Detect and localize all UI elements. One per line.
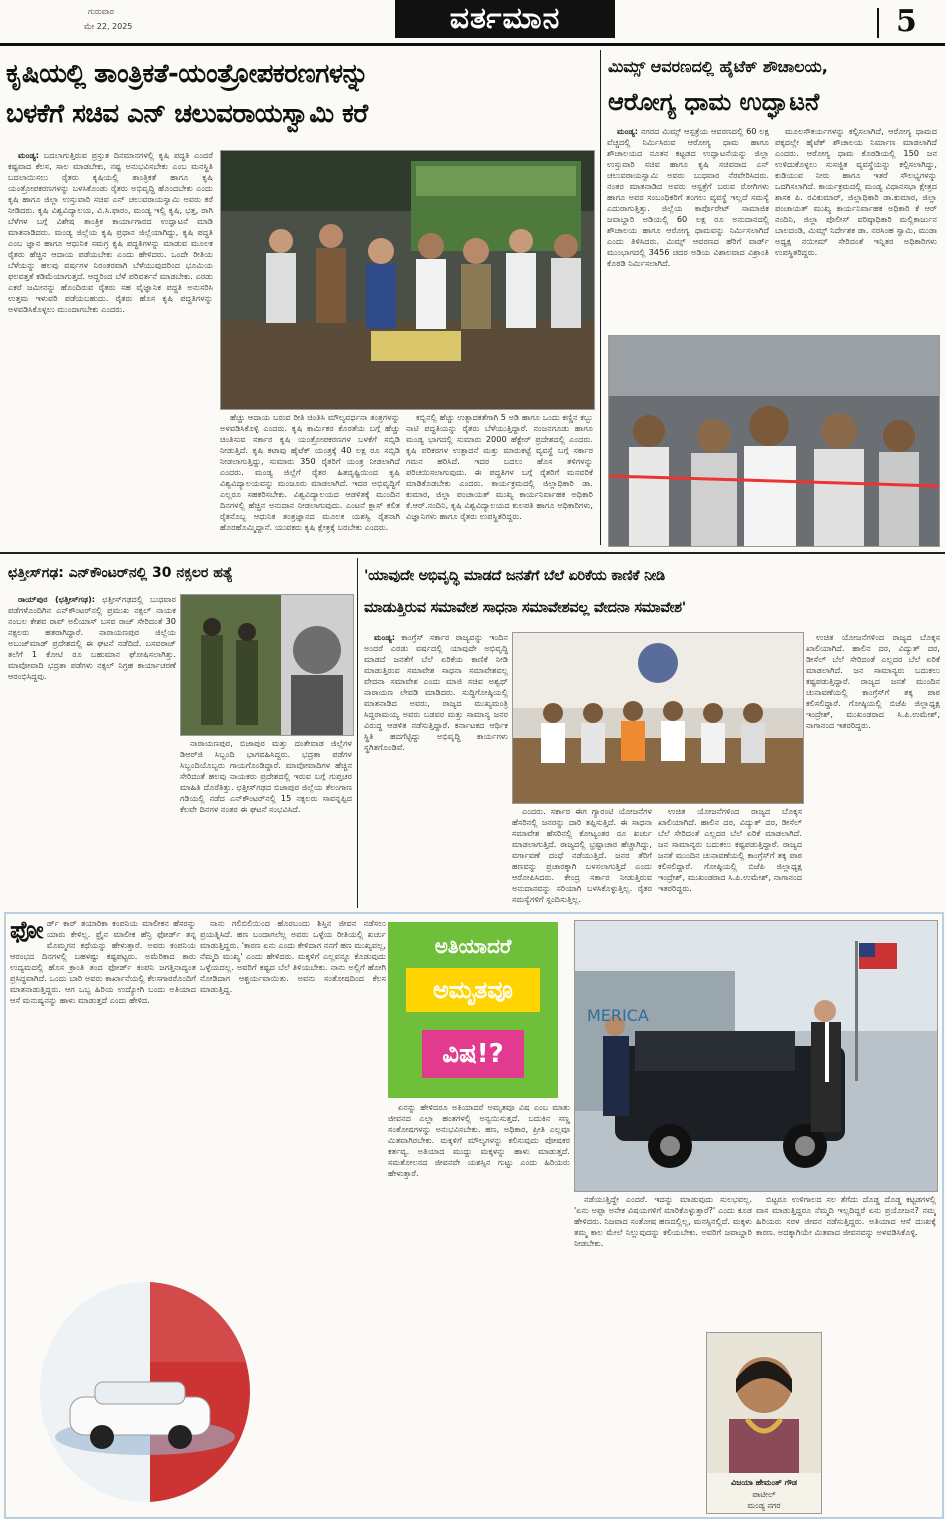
column-title-box	[388, 922, 558, 1098]
column-title-line2	[406, 968, 540, 1012]
masthead-title-text: ವರ್ತಮಾನ	[449, 1, 561, 36]
story1-photo	[220, 150, 595, 410]
page-number: 5	[896, 4, 917, 39]
story4-column-3	[658, 806, 802, 907]
column-title-line3	[422, 1030, 524, 1078]
story4-col3-text: ಉಚಿತ ಯೋಜನೆಗಳಿಂದ ರಾಜ್ಯದ ಬೊಕ್ಕಸ ಖಾಲಿಯಾಗಿದೆ. ಹಾಲಿನ ದರ, ವಿದ್ಯುತ್ ದರ, ಡೀಸೆಲ್ ಬೆಲೆ ಸೇರಿದಂತೆ ಎಲ್ಲದರ ಬೆಲೆ ಏರಿಕೆ ಮಾಡಲಾಗಿದೆ. ಜನ ಸಾಮಾನ್ಯರು ಬದುಕಲು ಕಷ್ಟಪಡುತ್ತಿದ್ದಾರೆ. ರಾಜ್ಯದ ಜನತೆ ಮುಂದಿನ ಚುನಾವಣೆಯಲ್ಲಿ ಕಾಂಗ್ರೆಸ್‌ಗೆ ತಕ್ಕ ಪಾಠ ಕಲಿಸಲಿದ್ದಾರೆ. ಗೋಷ್ಠಿಯಲ್ಲಿ ಬಿಜೆಪಿ ಜಿಲ್ಲಾಧ್ಯಕ್ಷ ಇಂದ್ರೇಶ್, ಮುಖಂಡರಾದ ಸಿ.ಪಿ.ಉಮೇಶ್, ನಾಗಾನಂದ ಇತರರಿದ್ದರು.	[658, 806, 802, 893]
story4-headline	[364, 560, 940, 626]
masthead-date: ಮೇ 22, 2025	[84, 22, 133, 31]
story2-headline	[608, 52, 940, 122]
story1-col2-text: ಹೆಚ್ಚು ಆದಾಯ ಬರುವ ರೀತಿ ಚಿಂತಿಸಿ ಮೌಲ್ಯವರ್ಧನಾ ತಂತ್ರಗಳನ್ನು ಅಳವಡಿಸಿಕೊಳ್ಳಿ ಎಂದರು. ಕೃಷಿ ಕಾರ್ಮಿಕರ ಕೊರತೆಯ ಬಗ್ಗೆ ಹೆಚ್ಚು ಚಿಂತಿಸುವ ಸರ್ಕಾರ ಕೃಷಿ ಯಂತ್ರೋಪಕರಣಗಳ ಬಳಕೆಗೆ ಸಬ್ಸಿಡಿ ನೀಡುತ್ತಿದೆ. ಕೃಷಿ ಕಟಾವು ಹೈಟೆಕ್ ಯಂತ್ರಕ್ಕೆ 40 ಲಕ್ಷ ರೂ ಸಬ್ಸಿಡಿ ನೀಡಲಾಗುತ್ತಿದ್ದು, ಸುಮಾರು 350 ರೈತರಿಗೆ ಯಂತ್ರ ನೀಡಲಾಗಿದೆ ಎಂದರು. ಮಂಡ್ಯ ಜಿಲ್ಲೆಗೆ ರೈತರ ಹಿತದೃಷ್ಟಿಯಿಂದ ಕೃಷಿ ವಿಶ್ವವಿದ್ಯಾಲಯವನ್ನು ಮಂಜೂರು ಮಾಡಲಾಗಿದೆ. ಇದರ ಅಭಿವೃದ್ಧಿಗೆ ಎಲ್ಲರೂ ಸಹಕರಿಸಬೇಕು. ವಿಶ್ವವಿದ್ಯಾಲಯದ ಆಡಳಿತಕ್ಕೆ ಮುಂದಿನ ದಿನಗಳಲ್ಲಿ ಹೆಚ್ಚಿನ ಅನುದಾನ ನೀಡಲಾಗುವುದು. ಎಂಟನೆ ಕ್ಲಾಸ್ ಕಲಿತ ರೈತನೊಬ್ಬ ಆಧುನಿಕ ತಂತ್ರಜ್ಞಾನದ ಮೂಲಕ ಯಶಸ್ವಿ ರೈತನಾಗಿ ಹೊರಹೊಮ್ಮಿದ್ದಾನೆ. ಯುವಕರು ಕೃಷಿ ಕ್ಷೇತ್ರಕ್ಕೆ ಬರಬೇಕು ಎಂದರು.	[220, 412, 400, 532]
story4-dateline: ಮಂಡ್ಯ:	[374, 632, 396, 642]
story2-col2-text: ಮೂಲಸೌಕರ್ಯಗಳನ್ನು ಕಲ್ಪಿಸಲಾಗಿದೆ, ಆರೋಗ್ಯ ಧಾಮದ ಪಕ್ಕದಲ್ಲೇ ಹೈಟೆಕ್ ಶೌಚಾಲಯ ನಿರ್ಮಾಣ ಮಾಡಲಾಗಿದೆ ಎಂದರು. ಆರೋಗ್ಯ ಧಾಮ ಕೊಠಡಿಯಲ್ಲಿ 150 ಜನ ಉಳಿದುಕೊಳ್ಳಲು ಸುಸಜ್ಜಿತ ವ್ಯವಸ್ಥೆಯನ್ನು ಕಲ್ಪಿಸಲಾಗಿದ್ದು, ಕುಡಿಯುವ ನೀರು ಹಾಗೂ ಇತರೆ ಸೌಲಭ್ಯಗಳನ್ನು ಒದಗಿಸಲಾಗಿದೆ. ಕಾರ್ಯಕ್ರಮದಲ್ಲಿ ಮಂಡ್ಯ ವಿಧಾನಸಭಾ ಕ್ಷೇತ್ರದ ಶಾಸಕ ಪಿ. ರವಿಕುಮಾರ್, ಜಿಲ್ಲಾಧಿಕಾರಿ ಡಾ.ಕುಮಾರ, ಜಿಲ್ಲಾ ಪಂಚಾಯತ್ ಮುಖ್ಯ ಕಾರ್ಯನಿರ್ವಾಹಕ ಅಧಿಕಾರಿ ಕೆ ಆರ್ ನಂದಿನಿ, ಜಿಲ್ಲಾ ಪೊಲೀಸ್ ವರಿಷ್ಠಾಧಿಕಾರಿ ಮಲ್ಲಿಕಾರ್ಜುನ ಬಾಲದಂಡಿ, ಮಿಮ್ಸ್ ನಿರ್ದೇಶಕ ಡಾ. ನರಸಿಂಹ ಸ್ವಾಮಿ, ಮುಡಾ ಅಧ್ಯಕ್ಷ ನಯೀಮ್ ಸೇರಿದಂತೆ ಇನ್ನಿತರ ಅಧಿಕಾರಿಗಳು ಉಪಸ್ಥಿತರಿದ್ದರು.	[775, 126, 937, 257]
masthead-page-divider	[877, 8, 879, 38]
story1-headline	[6, 54, 598, 142]
story1-col3-text: ಕಬ್ಬಿನಲ್ಲಿ ಹೆಚ್ಚು ಉತ್ಪಾದಕತೆಗಾಗಿ 5 ಅಡಿ ಹಾಗೂ ಒಂದು ಕಣ್ಣಿನ ಕಬ್ಬು ನಾಟಿ ಪದ್ಧತಿಯನ್ನು ರೈತರು ಬೆಳೆಯುತ್ತಿದ್ದಾರೆ. ನಂಜನಗೂಡು ಹಾಗೂ ಮಂಡ್ಯ ಭಾಗದಲ್ಲಿ ಸುಮಾರು 2000 ಹೆಕ್ಟೇರ್ ಪ್ರದೇಶದಲ್ಲಿ ಎಂದರು. ಕೃಷಿ ಪರಿಕರಗಳ ಉತ್ಪಾದನೆ ಮತ್ತು ಮಾರುಕಟ್ಟೆ ವ್ಯವಸ್ಥೆ ಬಗ್ಗೆ ಸರ್ಕಾರ ಗಮನ ಹರಿಸಿದೆ. ಇದರ ಬದಲು ಹೊಸ ತಳಿಗಳನ್ನು ಪರಿಚಯಿಸಲಾಗುವುದು. ಈ ಪದ್ಧತಿಗಳ ಬಗ್ಗೆ ರೈತರಿಗೆ ಮನವರಿಕೆ ಮಾಡಿಕೊಡಬೇಕು ಎಂದರು. ಕಾರ್ಯಕ್ರಮದಲ್ಲಿ ಜಿಲ್ಲಾಧಿಕಾರಿ ಡಾ. ಕುಮಾರ, ಜಿಲ್ಲಾ ಪಂಚಾಯತ್ ಮುಖ್ಯ ಕಾರ್ಯನಿರ್ವಾಹಕ ಅಧಿಕಾರಿ ಕೆ.ಆರ್.ನಂದಿನಿ, ಕೃಷಿ ವಿಶ್ವವಿದ್ಯಾಲಯದ ಕುಲಪತಿ ಹಾಗೂ ಅಧಿಕಾರಿಗಳು, ವಿಜ್ಞಾನಿಗಳು ಹಾಗೂ ರೈತರು ಉಪಸ್ಥಿತರಿದ್ದರು.	[406, 412, 593, 521]
story2-photo	[608, 335, 940, 547]
column-dropcap: ಫೋ	[10, 918, 44, 944]
author-role: ಮಂಡ್ಯ ನಗರ	[747, 1501, 781, 1510]
column-title-line1: ಅತಿಯಾದರೆ	[434, 934, 512, 958]
story4-col2-text: ಎಂದರು. ಸರ್ಕಾರ ಈಗ ಗ್ಯಾರಂಟಿ ಯೋಜನೆಗಳ ಹೆಸರಿನಲ್ಲಿ ಜನರನ್ನು ದಾರಿ ತಪ್ಪಿಸುತ್ತಿದೆ. ಈ ಸಾಧನಾ ಸಮಾವೇಶ ಹೆಸರಿನಲ್ಲಿ ಕೋಟ್ಯಂತರ ರೂ ಖರ್ಚು ಮಾಡಲಾಗುತ್ತಿದೆ. ರಾಜ್ಯದಲ್ಲಿ ಭ್ರಷ್ಟಾಚಾರ ಹೆಚ್ಚಾಗಿದ್ದು, ವರ್ಗಾವಣೆ ದಂಧೆ ನಡೆಯುತ್ತಿದೆ. ಜನರ ತೆರಿಗೆ ಹಣವನ್ನು ಪ್ರಚಾರಕ್ಕಾಗಿ ಬಳಸಲಾಗುತ್ತಿದೆ ಎಂದು ಆರೋಪಿಸಿದರು. ಕೇಂದ್ರ ಸರ್ಕಾರ ನೀಡುತ್ತಿರುವ ಅನುದಾನವನ್ನು ಸರಿಯಾಗಿ ಬಳಸಿಕೊಳ್ಳುತ್ತಿಲ್ಲ. ರೈತರ ಸಮಸ್ಯೆಗಳಿಗೆ ಸ್ಪಂದಿಸುತ್ತಿಲ್ಲ.	[512, 806, 652, 904]
column-col1-text: ರ್ಡ್ ಕಾರ್ ತಯಾರಿಕಾ ಕಂಪನಿಯ ಮಾಲೀಕನ ಹೆಸರನ್ನು ಯಾರು ಕೇಳಿಲ್ಲ. ಫ್ರೈನ ಮಾಲೀಕ ಹೆನ್ರಿ ಫೋರ್ಡ್ ತನ್ನ ಮೊಮ್ಮಗನ ಕಥೆಯನ್ನು ಹೇಳುತ್ತಾರೆ. ಅವರು ಕಂಪನಿಯ ಆರಂಭದ ದಿನಗಳಲ್ಲಿ ಬಹಳಷ್ಟು ಕಷ್ಟಪಟ್ಟರು. ಅಮೆರಿಕಾದ ಕಾರು ಉದ್ಯಮದಲ್ಲಿ ಹೊಸ ಕ್ರಾಂತಿ ತಂದ ಫೋರ್ಡ್ ಕಂಪನಿ ಜಗತ್ತಿನಾದ್ಯಂತ ಪ್ರಸಿದ್ಧವಾಗಿದೆ. ಒಂದು ಬಾರಿ ಅವರು ಕಾರ್ಖಾನೆಯಲ್ಲಿ ಕೆಲಸಗಾರರೊಂದಿಗೆ ಮಾತನಾಡುತ್ತಿದ್ದರು. ಆಗ ಒಬ್ಬ ಹಿರಿಯ ಉದ್ಯೋಗಿ ಬಂದು ಅತಿಯಾದ ಆಸೆ ಮನುಷ್ಯನನ್ನು ಹಾಳು ಮಾಡುತ್ತದೆ ಎಂದು ಹೇಳಿದ.	[10, 918, 196, 1005]
story1-dateline: ಮಂಡ್ಯ:	[18, 150, 40, 160]
column-car-illustration	[40, 1282, 250, 1502]
column-photo-badge: MERICA	[587, 1006, 649, 1025]
story1-column-2	[220, 412, 400, 542]
column-title-line2-text: ಅಮೃತವೂ	[432, 976, 514, 1004]
column-col2-text: ನಾನು ಗಲಿಬಿಲಿಯಿಂದ ಹೊರಬಂದು ಶಿಸ್ತಿನ ಜೀವನ ನಡೆಸಲು ಪ್ರಯತ್ನಿಸಿದೆ. ಹಣ ಬಂದಾಗಲೆಲ್ಲ ಅವರು ಒಳ್ಳೆಯ ರೀತಿಯಲ್ಲಿ ಖರ್ಚು ಮಾಡುತ್ತಿದ್ದರು. 'ಕಾರಣ ಏನು ಎಂದು ಕೇಳಿದಾಗ ನನಗೆ ಹಣ ಮುಖ್ಯವಲ್ಲ, ನೆಮ್ಮದಿ ಮುಖ್ಯ' ಎಂದು ಹೇಳಿದರು. ಮಕ್ಕಳಿಗೆ ಎಲ್ಲವನ್ನೂ ಕೊಡುವುದು ಒಳ್ಳೆಯದಲ್ಲ. ಅವರಿಗೆ ಕಷ್ಟದ ಬೆಲೆ ತಿಳಿಯಬೇಕು. ನಾನು ಅಲ್ಲಿಗೆ ಹೋಗಿ ನೋಡಿದಾಗ ಆಶ್ಚರ್ಯವಾಯಿತು. ಅವನು ಸಂತೋಷದಿಂದ ಕೆಲಸ ಮಾಡುತ್ತಿದ್ದ.	[200, 918, 386, 994]
column-title-line3-text: ವಿಷ!?	[442, 1039, 504, 1069]
story1-headline-line2: ಬಳಕೆಗೆ ಸಚಿವ ಎನ್ ಚಲುವರಾಯಸ್ವಾಮಿ ಕರೆ	[6, 99, 368, 129]
author-name: ವಿಜಯಾ ಹೇಮಂತ್ ಗೌಡ	[730, 1478, 798, 1487]
story4-column-1	[364, 632, 508, 907]
story2-photo-image	[609, 336, 939, 546]
column-col1	[10, 918, 196, 1278]
story2-column-1	[607, 126, 769, 331]
divider-bottom-vertical	[357, 558, 358, 908]
column-col3	[388, 1102, 570, 1512]
story3-column-1	[8, 594, 176, 906]
story2-headline-line1: ಮಿಮ್ಸ್ ಆವರಣದಲ್ಲಿ ಹೈಟೆಕ್ ಶೌಚಾಲಯ,	[608, 57, 828, 76]
masthead-bar-left	[0, 43, 945, 46]
author-box	[706, 1332, 822, 1514]
column-col3-text: ಏನನ್ನು ಹೇಳಿದರೂ ಅತಿಯಾದರೆ ಅಮೃತವೂ ವಿಷ ಎಂಬ ಮಾತು ಜೀವನದ ಎಲ್ಲಾ ಹಂತಗಳಲ್ಲಿ ಅನ್ವಯಿಸುತ್ತದೆ. ಬದುಕಿನ ಸಣ್ಣ ಸಂತೋಷಗಳನ್ನು ಅನುಭವಿಸಬೇಕು. ಹಣ, ಅಧಿಕಾರ, ಪ್ರೀತಿ ಎಲ್ಲವೂ ಮಿತವಾಗಿರಬೇಕು. ಮಕ್ಕಳಿಗೆ ಮೌಲ್ಯಗಳನ್ನು ಕಲಿಸುವುದು ಪೋಷಕರ ಕರ್ತವ್ಯ. ಅತಿಯಾದ ಮುದ್ದು ಮಕ್ಕಳನ್ನು ಹಾಳು ಮಾಡುತ್ತದೆ. ಸಮತೋಲನದ ಜೀವನವೇ ಯಶಸ್ಸಿನ ಗುಟ್ಟು ಎಂದು ಹಿರಿಯರು ಹೇಳುತ್ತಾರೆ.	[388, 1102, 570, 1178]
column-car-illustration-image	[40, 1282, 250, 1502]
story2-dateline: ಮಂಡ್ಯ:	[617, 126, 639, 136]
story3-photo-image	[181, 595, 353, 735]
masthead	[0, 0, 945, 46]
story2-col1-text: ನಗರದ ಮಿಮ್ಸ್ ಆಸ್ಪತ್ರೆಯ ಆವರಣದಲ್ಲಿ 60 ಲಕ್ಷ ವೆಚ್ಚದಲ್ಲಿ ನಿರ್ಮಿಸಿರುವ ಆರೋಗ್ಯ ಧಾಮ ಹಾಗೂ ಶೌಚಾಲಯದ ನೂತನ ಕಟ್ಟಡದ ಉದ್ಘಾಟನೆಯನ್ನು ಜಿಲ್ಲಾ ಉಸ್ತುವಾರಿ ಸಚಿವ ಹಾಗೂ ಕೃಷಿ ಸಚಿವರಾದ ಎನ್ ಚಲುವರಾಯಸ್ವಾಮಿ ಅವರು ಬುಧವಾರ ನೆರವೇರಿಸಿದರು. ನಂತರ ಮಾತನಾಡಿದ ಅವರು ಆಸ್ಪತ್ರೆಗೆ ಬರುವ ರೋಗಿಗಳು ಹಾಗೂ ಅವರ ಸಂಬಂಧಿಕರಿಗೆ ತಂಗಲು ವ್ಯವಸ್ಥೆ ಇಲ್ಲದೆ ಸಮಸ್ಯೆ ಎದುರಾಗುತ್ತಿತ್ತು. ಜಿಲ್ಲೆಯ ಕಾರ್ಪೊರೇಟ್ ಸಾಮಾಜಿಕ ಜವಾಬ್ದಾರಿ ಅಡಿಯಲ್ಲಿ 60 ಲಕ್ಷ ರೂ ಅನುದಾನದಲ್ಲಿ ಶೌಚಾಲಯ ಹಾಗೂ ಆರೋಗ್ಯ ಧಾಮವನ್ನು ನಿರ್ಮಿಸಲಾಗಿದೆ ಎಂದು ತಿಳಿಸಿದರು. ಮಿಮ್ಸ್ ಆವರಣದ ಹೆರಿಗೆ ವಾರ್ಡ್ ಮುಂಭಾಗದಲ್ಲಿ 3456 ಚದರ ಅಡಿಯ ವಿಶಾಲವಾದ ವಿಶ್ರಾಂತಿ ಕೊಠಡಿ ನಿರ್ಮಿಸಲಾಗಿದೆ.	[607, 126, 769, 268]
column-col4-text: ನಡೆಯುತ್ತಿದ್ದೇ ಎಂದರೆ. ಇದನ್ನು ಮಾಡುವುದು ಸುಲಭವಲ್ಲ. 'ಏನು ಅಪ್ಪಾ ಅನೇಕ ವಿಷಯಗಳಿಗೆ ಮಾರಿಕೊಳ್ಳುತ್ತಾರೆ?' ಎಂದು ಕೂಡ ಹೇಳಿದರು. ನಿಜವಾದ ಸಂತೋಷ ಹಣದಲ್ಲಿಲ್ಲ, ಮನಸ್ಸಿನಲ್ಲಿದೆ. ಮಕ್ಕಳು ತಮ್ಮ ಕಾಲ ಮೇಲೆ ನಿಲ್ಲುವುದನ್ನು ಕಲಿಯಬೇಕು. ಅವರಿಗೆ ಜವಾಬ್ದಾರಿ ನೀಡಬೇಕು.	[574, 1194, 752, 1248]
column-photo-ford	[574, 920, 938, 1192]
author-photo	[707, 1333, 821, 1473]
story2-column-2	[775, 126, 937, 331]
masthead-day: ಗುರುವಾರ	[88, 7, 114, 16]
divider-middle-horizontal	[0, 552, 945, 554]
author-town: ಪಾಟೀಲ್	[752, 1490, 776, 1499]
story3-photo	[180, 594, 354, 736]
column-col5-text: ಬಿಟ್ಟರೂ ಉಳಿಗಾಲದ ಸಲ ತೆಗೆದು ದೊಡ್ಡ ದೊಡ್ಡ ಕಟ್ಟಡಗಳಲ್ಲಿ ವಾಸ ಮಾಡುತ್ತಿದ್ದರೂ ನೆಮ್ಮದಿ ಇಲ್ಲದಿದ್ದರೆ ಏನು ಪ್ರಯೋಜನ? ನಮ್ಮ ಹಿರಿಯರು ಸರಳ ಜೀವನ ನಡೆಸುತ್ತಿದ್ದರು. ಅತಿಯಾದ ಆಸೆ ದುಃಖಕ್ಕೆ ಕಾರಣ. ಅದಕ್ಕಾಗಿಯೇ ಮಿತವಾದ ಜೀವನವನ್ನು ಅಳವಡಿಸಿಕೊಳ್ಳಿ.	[756, 1194, 936, 1237]
story1-column-3	[406, 412, 593, 542]
story3-headline: ಛತ್ತೀಸ್‌ಗಢ: ಎನ್‌ಕೌಂಟರ್‌ನಲ್ಲಿ 30 ನಕ್ಸಲರ ಹತ್ಯೆ	[8, 565, 233, 581]
masthead-title	[395, 0, 615, 38]
story3-column-2	[180, 738, 352, 906]
story4-col1-text: ಕಾಂಗ್ರೆಸ್ ಸರ್ಕಾರ ರಾಜ್ಯವನ್ನು ಇಂದಿನ ಅಂದರೆ ಎರಡು ವರ್ಷದಲ್ಲಿ ಯಾವುದೇ ಅಭಿವೃದ್ಧಿ ಮಾಡದೆ ಜನತೆಗೆ ಬೆಲೆ ಏರಿಕೆಯ ಕಾಣಿಕೆ ನೀಡಿ ಮಾಡುತ್ತಿರುವ ಸಮಾವೇಶ ಸಾಧನಾ ಸಮಾವೇಶವಲ್ಲ ವೇದನಾ ಸಮಾವೇಶ ಎಂದು ಮಾಜಿ ಸಚಿವ ಅಶ್ವಥ್ ನಾರಾಯಣ ಲೇವಡಿ ಮಾಡಿದರು. ಸುದ್ದಿಗೋಷ್ಠಿಯಲ್ಲಿ ಮಾತನಾಡಿದ ಅವರು, ರಾಜ್ಯದ ಮುಖ್ಯಮಂತ್ರಿ ಸಿದ್ದರಾಮಯ್ಯ ಅವರು ಬಡವರ ಮತ್ತು ಸಾಮಾನ್ಯ ಜನರ ವಿರುದ್ಧ ಆಡಳಿತ ನಡೆಸುತ್ತಿದ್ದಾರೆ. ಕರ್ನಾಟಕದ ಆರ್ಥಿಕ ಸ್ಥಿತಿ ಹದಗೆಟ್ಟಿದ್ದು ಅಭಿವೃದ್ಧಿ ಕಾರ್ಯಗಳು ಸ್ಥಗಿತಗೊಂಡಿವೆ.	[364, 632, 508, 752]
story4-col3-text-dup: ಉಚಿತ ಯೋಜನೆಗಳಿಂದ ರಾಜ್ಯದ ಬೊಕ್ಕಸ ಖಾಲಿಯಾಗಿದೆ. ಹಾಲಿನ ದರ, ವಿದ್ಯುತ್ ದರ, ಡೀಸೆಲ್ ಬೆಲೆ ಸೇರಿದಂತೆ ಎಲ್ಲದರ ಬೆಲೆ ಏರಿಕೆ ಮಾಡಲಾಗಿದೆ. ಜನ ಸಾಮಾನ್ಯರು ಬದುಕಲು ಕಷ್ಟಪಡುತ್ತಿದ್ದಾರೆ. ರಾಜ್ಯದ ಜನತೆ ಮುಂದಿನ ಚುನಾವಣೆಯಲ್ಲಿ ಕಾಂಗ್ರೆಸ್‌ಗೆ ತಕ್ಕ ಪಾಠ ಕಲಿಸಲಿದ್ದಾರೆ. ಗೋಷ್ಠಿಯಲ್ಲಿ ಬಿಜೆಪಿ ಜಿಲ್ಲಾಧ್ಯಕ್ಷ ಇಂದ್ರೇಶ್, ಮುಖಂಡರಾದ ಸಿ.ಪಿ.ಉಮೇಶ್, ನಾಗಾನಂದ ಇತರರಿದ್ದರು.	[806, 632, 940, 730]
story3-col1-text: ಛತ್ತೀಸ್‌ಗಢದಲ್ಲಿ ಬುಧವಾರ ಪಡೆಗಳೊಂದಿಗಿನ ಎನ್‌ಕೌಂಟರ್‌ನಲ್ಲಿ ಪ್ರಮುಖ ನಕ್ಸಲ್ ನಾಯಕ ನಂಬಲ ಕೇಶವ ರಾವ್ ಅಲಿಯಾಸ್ ಬಸವ ರಾಜ್ ಸೇರಿದಂತೆ 30 ನಕ್ಸಲರು ಹತರಾಗಿದ್ದಾರೆ. ನಾರಾಯಣಪುರ ಜಿಲ್ಲೆಯ ಅಬುಜ್‌ಮಾಡ್ ಪ್ರದೇಶದಲ್ಲಿ ಈ ಘಟನೆ ನಡೆದಿದೆ. ಬಸವರಾಜ್ ತಲೆಗೆ 1 ಕೋಟಿ ರೂ ಬಹುಮಾನ ಘೋಷಿಸಲಾಗಿತ್ತು. ಮಾವೋವಾದಿ ಭದ್ರತಾ ಪಡೆಗಳು ನಕ್ಸಲ್ ನಿಗ್ರಹ ಕಾರ್ಯಾಚರಣೆ ಆರಂಭಿಸಿದ್ದವು.	[8, 594, 176, 681]
story1-col1-text: ಬದಲಾಗುತ್ತಿರುವ ಪ್ರಸ್ತುತ ದಿನಮಾನಗಳಲ್ಲಿ ಕೃಷಿ ಪದ್ಧತಿ ಎಂದರೆ ಕಷ್ಟವಾದ ಕೆಲಸ, ಸಾಲ ಮಾಡಬೇಕು, ನಷ್ಟ ಅನುಭವಿಸಬೇಕು ಎಂಬ ಮನಸ್ಥಿತಿ ಬದಲಾಯಿಸಲು ರೈತರು ಕೃಷಿಯಲ್ಲಿ ತಾಂತ್ರಿಕತೆ ಹಾಗೂ ಕೃಷಿ ಯಂತ್ರೋಪಕರಣಗಳನ್ನು ಬಳಸಿಕೊಂಡು ರೈತರು ಅಭಿವೃದ್ಧಿ ಹೊಂದಬೇಕು ಎಂದು ಕೃಷಿ ಹಾಗೂ ಜಿಲ್ಲಾ ಉಸ್ತುವಾರಿ ಸಚಿವ ಎನ್ ಚಲುವರಾಯಸ್ವಾಮಿ ಅವರು ಕರೆ ನೀಡಿದರು. ಕೃಷಿ ವಿಶ್ವವಿದ್ಯಾಲಯ, ವಿ.ಸಿ.ಫಾರಂ, ಮಂಡ್ಯ ಇಲ್ಲಿ ಕೃಷಿ, ಭತ್ತ, ರಾಗಿ ಬೆಳೆಗಳ ಬಗ್ಗೆ ವಿಶೇಷ ತಾಂತ್ರಿಕ ಕಾರ್ಯಾಗಾರದ ಉದ್ಘಾಟನೆ ಮಾಡಿ ಮಾತನಾಡಿದರು. ಮಂಡ್ಯ ಜಿಲ್ಲೆಯ ಕೃಷಿ ಪ್ರಧಾನ ಜಿಲ್ಲೆಯಾಗಿದ್ದು, ಕೃಷಿ ಪದ್ಧತಿ ಎಂಬ ಜ್ಞಾನ ಹಾಗೂ ಆಧುನಿಕ ಸಮಗ್ರ ಕೃಷಿ ಪದ್ಧತಿಗಳನ್ನು ಮಾಡುವ ಮೂಲಕ ರೈತರು ಹೆಚ್ಚಿನ ಆದಾಯ ಪಡೆಯಬೇಕು ಎಂದು ಹೇಳಿದರು. ಒಂದೇ ರೀತಿಯ ಬೆಳೆಯನ್ನು ಹಲವು ವರ್ಷಗಳ ನಿರಂತರವಾಗಿ ಬೆಳೆಯುವುದರಿಂದ ಭೂಮಿಯ ಫಲವತ್ತತೆ ಕಡಿಮೆಯಾಗುತ್ತದೆ. ಆದ್ದರಿಂದ ಬೆಳೆ ಪರಿವರ್ತನೆ ಮಾಡಬೇಕು. ಎರಡು ಎಕರೆ ಜಮೀನನ್ನು ಹೊಂದಿರುವ ರೈತರು ಸಹ ವೈಜ್ಞಾನಿಕ ಪದ್ಧತಿ ಅನುಸರಿಸಿ ಉತ್ತಮ ಇಳುವರಿ ಪಡೆಯಬಹುದು. ರೈತರು ಹೊಸ ಕೃಷಿ ಪದ್ಧತಿಗಳನ್ನು ಅಳವಡಿಸಿಕೊಳ್ಳಲು ಮುಂದಾಗಬೇಕು ಎಂದರು.	[8, 150, 213, 314]
divider-top-vertical	[600, 50, 601, 545]
story2-headline-line2: ಆರೋಗ್ಯ ಧಾಮ ಉದ್ಘಾಟನೆ	[608, 88, 820, 116]
story4-photo-image	[513, 633, 803, 803]
story1-headline-line1: ಕೃಷಿಯಲ್ಲಿ ತಾಂತ್ರಿಕತೆ-ಯಂತ್ರೋಪಕರಣಗಳನ್ನು	[6, 59, 369, 89]
story3-col2-text: ನಾರಾಯಣಪುರ, ಬಿಜಾಪುರ ಮತ್ತು ದಂತೇವಾಡ ಜಿಲ್ಲೆಗಳ ಡಿಆರ್‌ಜಿ ಸಿಬ್ಬಂದಿ ಭಾಗವಹಿಸಿದ್ದರು. ಭದ್ರತಾ ಪಡೆಗಳ ಸಿಬ್ಬಂದಿಯೊಬ್ಬರು ಗಾಯಗೊಂಡಿದ್ದಾರೆ. ಮಾವೋವಾದಿಗಳ ಹೆಚ್ಚಿನ ಸೇರಿದಂತೆ ಹಲವು ನಾಯಕರು ಪ್ರದೇಶದಲ್ಲಿ ಇರುವ ಬಗ್ಗೆ ಗುಪ್ತಚರ ಮಾಹಿತಿ ದೊರೆತಿತ್ತು. ಛತ್ತೀಸ್‌ಗಢದ ಬಿಜಾಪುರ ಜಿಲ್ಲೆಯ ತೆಲಂಗಾಣ ಗಡಿಯಲ್ಲಿ ನಡೆದ ಎನ್‌ಕೌಂಟರ್‌ನಲ್ಲಿ 15 ನಕ್ಸಲರು ಸಾವನ್ನಪ್ಪಿದ ಕೆಲವೇ ದಿನಗಳ ನಂತರ ಈ ಘಟನೆ ಸಂಭವಿಸಿದೆ.	[180, 738, 352, 814]
story3-dateline: ರಾಯ್‌ಪುರ (ಛತ್ತೀಸ್‌ಗಢ):	[18, 594, 96, 604]
story1-column-1	[8, 150, 213, 542]
story4-headline-line2: ಮಾಡುತ್ತಿರುವ ಸಮಾವೇಶ ಸಾಧನಾ ಸಮಾವೇಶವಲ್ಲ ವೇದನಾ ಸಮಾವೇಶ'	[364, 600, 686, 616]
column-photo-ford-image	[575, 921, 937, 1191]
story4-column-4	[806, 632, 940, 907]
story4-photo	[512, 632, 804, 804]
story4-column-2	[512, 806, 652, 907]
story1-photo-image	[221, 151, 594, 409]
story4-headline-line1: 'ಯಾವುದೇ ಅಭಿವೃದ್ಧಿ ಮಾಡದೆ ಜನತೆಗೆ ಬೆಲೆ ಏರಿಕೆಯ ಕಾಣಿಕೆ ನೀಡಿ	[364, 568, 665, 584]
